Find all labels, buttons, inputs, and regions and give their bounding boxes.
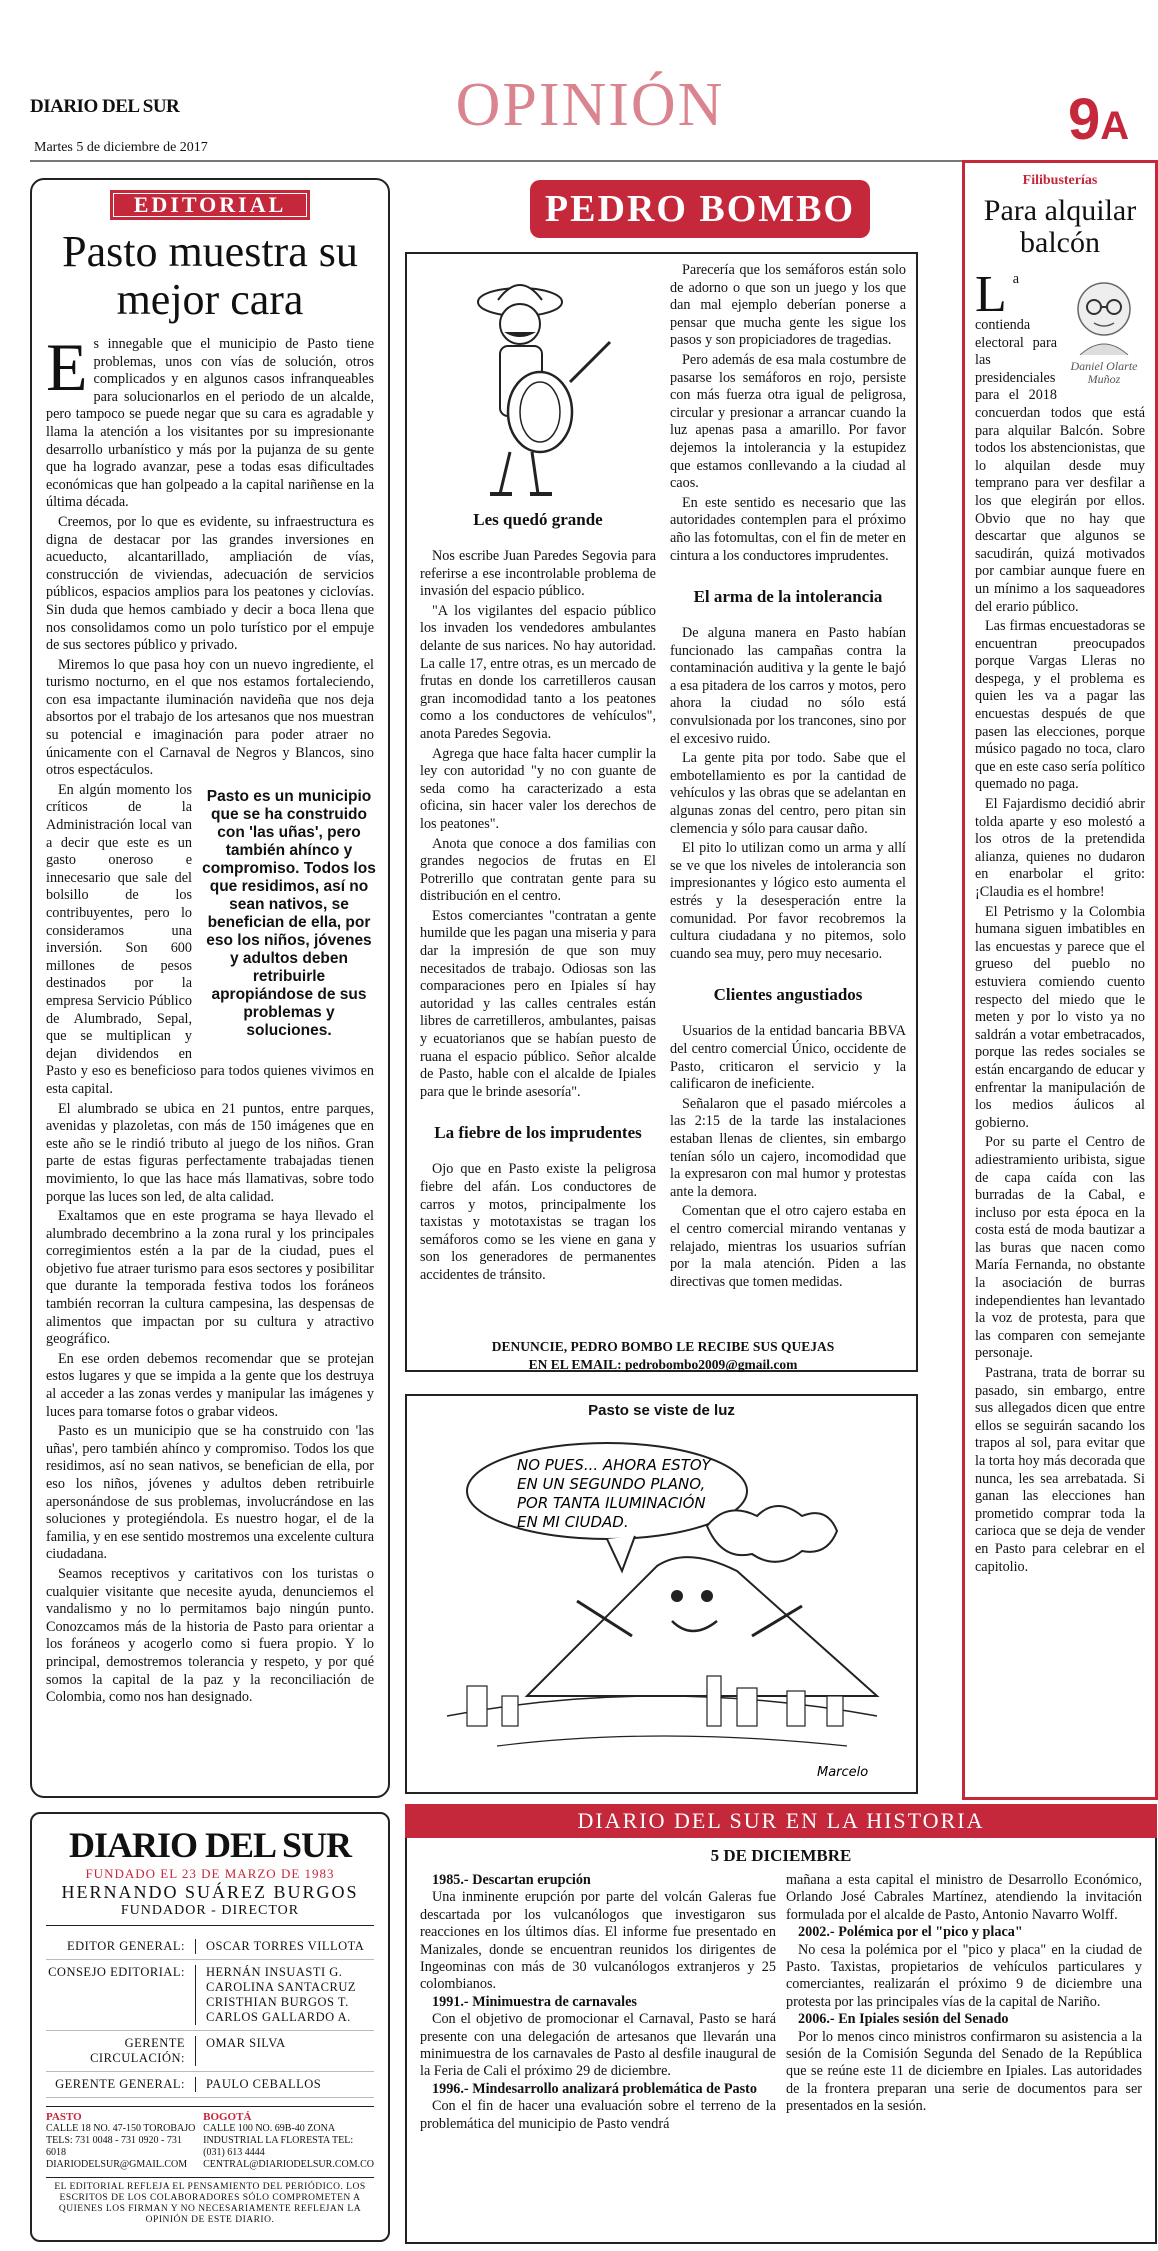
pedro-bombo-footer <box>420 1338 906 1374</box>
author-name: Daniel Olarte Muñoz <box>1070 359 1138 386</box>
speech-line: POR TANTA ILUMINACIÓN <box>517 1494 706 1512</box>
staff-names: OMAR SILVA <box>206 2036 286 2050</box>
column-text: a contienda electoral para las presidenciales para el 2018 concuerdan todos que está para alquilar Balcón. Sobre todos los abstencionistas, que lo alquilan desde muy temprano para ver desfilar a los que elegirán por ellos. Obvio que no hay que descartar que algunos se sacudirán, quizá motivados por cambiar aunque fuere en un mínimo a los saqueadores del erario público. <box>975 271 1145 615</box>
staff-role: GERENTE CIRCULACIÓN: <box>46 2036 196 2066</box>
staff-names: PAULO CEBALLOS <box>206 2077 322 2091</box>
editorial-paragraph: En ese orden debemos recomendar que se protejan estos lugares y que se impida a la gente que los destruya al acceder a las zonas verdes y manipular las imágenes y luces para tomarse fotos o grabar videos. <box>46 1350 374 1420</box>
cartoon-box <box>405 1394 918 1794</box>
page-number <box>1068 86 1129 153</box>
history-heading: 2002.- Polémica por el "pico y placa" <box>798 1924 1023 1941</box>
office-details: CALLE 100 NO. 69B-40 ZONA INDUSTRIAL LA FLORESTA TEL: (031) 613 4444 CENTRAL@DIARIODELSUR.COM.CO <box>203 2123 374 2170</box>
cartoon-illustration <box>407 1396 916 1792</box>
column-paragraph: El Fajardismo decidió abrir tolda aparte y eso molestó a los otros de la pretendida alianza, quienes no dudaron en enarbolar el grito: ¡Claudia es el hombre! <box>975 796 1145 900</box>
drummer-illustration <box>420 262 650 502</box>
column-kicker: Filibusterías <box>1022 173 1098 188</box>
item-paragraph: La gente pita por todo. Sabe que el embotellamiento es por la cantidad de vehículos y las obras que se adelantan en algunas zonas del centro, pero pitan sin clemencia y sólo para causar daño. <box>670 750 906 837</box>
office-bogota <box>203 2111 374 2171</box>
item-paragraph: Pero además de esa mala costumbre de pasarse los semáforos en rojo, persiste con más fuerza otra igual de peligrosa, circular y presionar a arrancar cuando la luz apenas pasa a amarillo. Por favor dejemos la intolerancia y la estupidez que estamos conllevando a la ciudad al caos. <box>670 351 906 492</box>
editorial-text: s innegable que el municipio de Pasto tiene problemas, unos con vías de solución, otros complicados y en algunos casos infranqueables para solucionarlos en el periodo de un alcalde, pero tampoco se puede negar que su cara es agradable y llama la atención a los visitantes por su impresionante desarrollo urbanístico y más por la pujanza de su gente que ha logrado avanzar, pese a todas esas dificultades económicas que han golpeado a la capital nariñense en la última década. <box>46 336 374 511</box>
item-paragraph: Comentan que el otro cajero estaba en el centro comercial mirando ventanas y relajado, mientras los usuarios sufrían por la mala atención. Piden a las directivas que tomen medidas. <box>670 1203 906 1290</box>
item-paragraph: Señalaron que el pasado miércoles a las 2:15 de la tarde las instalaciones estaban llenas de clientes, sin embargo tenían sólo un cajero, incomodidad que la expresaron con mal humor y protestas ante la demora. <box>670 1095 906 1200</box>
item-paragraph: Agrega que hace falta hacer cumplir la ley con autoridad "y no con guante de seda como ha caracterizado a esta oficina, sin hacer valer los derechos de los peatones". <box>420 745 656 832</box>
offices <box>46 2106 374 2171</box>
office-city: PASTO <box>46 2111 82 2123</box>
speech-line: EN MI CIUDAD. <box>517 1513 629 1531</box>
history-heading: 2006.- En Ipiales sesión del Senado <box>798 2011 1009 2028</box>
staff-role: GERENTE GENERAL: <box>46 2077 196 2092</box>
cartoon-title: Pasto se viste de luz <box>588 1402 735 1419</box>
item-paragraph: Estos comerciantes "contratan a gente humilde que les pagan una miseria y para dar la impresión de que son muy necesitados de trabajo. Odiosas son las comparaciones pero en Ipiales sí hay autoridad y las calles centrales están libres de carretilleros, ambulantes, paisas y ecuatorianos que se habían puesto de ruana el espacio público. Señor alcalde de Pasto, hable con el alcalde de Ipiales para que le brinde asesoría". <box>420 907 656 1100</box>
office-city: BOGOTÁ <box>203 2111 252 2123</box>
item-paragraph: Usuarios de la entidad bancaria BBVA del centro comercial Único, occidente de Pasto, criticaron el servicio y la calificaron de ineficiente. <box>670 1023 906 1093</box>
item-paragraph: Anota que conoce a dos familias con grandes negocios de frutas en El Potrerillo que contratan gente para su distribución en el centro. <box>420 835 656 905</box>
history-heading: 1991.- Minimuestra de carnavales <box>432 1993 637 2010</box>
editorial-paragraph: El alumbrado se ubica en 21 puntos, entre parques, avenidas y plazoletas, con más de 150 imágenes que en este año se le rindió tributo al juego de los niños. Gran parte de estas figuras perfectamente trabajadas tienen movimiento, lo que las hace más llamativas, sobre todo porque las luces son led, de alta calidad. <box>46 1100 374 1205</box>
history-text: Por lo menos cinco ministros confirmaron su asistencia a la sesión de la Comisión Segunda del Senado de la República que se reúne este 11 de diciembre en Ipiales. Las autoridades de la frontera preparan una serie de documentos para ser presentados en la sesión. <box>786 2028 1142 2115</box>
page-number-digit: 9 <box>1068 87 1101 152</box>
item-paragraph: De alguna manera en Pasto habían funcionado las campañas contra la contaminación auditiva y la gente le bajó a esa pitadera de los carros y motos, pero ahora la ciudad no sólo está convulsionada por los trancones, sino por el excesivo ruido. <box>670 625 906 747</box>
author-photo <box>1063 271 1145 389</box>
complaints-line: DENUNCIE, PEDRO BOMBO LE RECIBE SUS QUEJAS <box>491 1339 835 1354</box>
speech-line: EN UN SEGUNDO PLANO, <box>517 1475 706 1493</box>
history-banner: DIARIO DEL SUR EN LA HISTORIA <box>405 1804 1157 1838</box>
item-heading: Clientes angustiados <box>713 985 863 1005</box>
item-heading: La fiebre de los imprudentes <box>434 1123 642 1143</box>
founder-name: HERNANDO SUÁREZ BURGOS <box>61 1882 359 1902</box>
pedro-bombo-column-right <box>670 262 906 1293</box>
column-title: Para alquilar balcón <box>983 194 1137 259</box>
staff-row <box>46 1960 374 2031</box>
column-paragraph: Pastrana, trata de borrar su pasado, sin embargo, entre sus allegados dicen que entre ellos se seguirán sacando los trapos al sol, para evitar que la torta hoy más decorada que nunca, les sea arrebatada. Si ganan las elecciones han prometido comprar toda la carioca que se deja de vender en Pasto para celebrar en el capitolio. <box>975 1365 1145 1575</box>
history-heading: 1985.- Descartan erupción <box>432 1872 591 1888</box>
editorial-paragraph: Exaltamos que en este programa se haya llevado el alumbrado decembrino a la zona rural y los principales corregimientos estén a la par de la ciudad, pues el objetivo fue atraer turismo para esos sectores y posibilitar que durante la temporada festiva todos los foráneos también recorran la cultura campesina, las despensas de alimentos que impactan por su cultura y atractivo geográfico. <box>46 1208 374 1348</box>
section-title: OPINIÓN <box>455 71 725 139</box>
masthead-box <box>30 1812 390 2242</box>
staff-role: EDITOR GENERAL: <box>46 1939 196 1954</box>
disclaimer: EL EDITORIAL REFLEJA EL PENSAMIENTO DEL PERIÓDICO. LOS ESCRITOS DE LOS COLABORADORES SÓLO COMPROMETEN A QUIENES LOS FIRMAN Y NO NECESARIAMENTE REFLEJAN LA OPINIÓN DE ESTE DIARIO. <box>46 2177 374 2226</box>
founder-role: FUNDADOR - DIRECTOR <box>46 1903 374 1926</box>
email-line: EN EL EMAIL: pedrobombo2009@gmail.com <box>528 1357 798 1372</box>
pedro-bombo-banner: PEDRO BOMBO <box>530 180 870 238</box>
office-details: CALLE 18 NO. 47-150 TOROBAJO TELS: 731 0048 - 731 0920 - 731 6018 DIARIODELSUR@GMAIL.COM <box>46 2123 196 2170</box>
staff-row <box>46 2031 374 2072</box>
history-text: Con el fin de hacer una evaluación sobre el terreno de la problemática del municipio de Pasto vendrá <box>420 2098 776 2132</box>
editorial-body <box>46 329 376 1707</box>
speech-line: NO PUES... AHORA ESTOY <box>517 1456 711 1474</box>
founded-date: FUNDADO EL 23 DE MARZO DE 1983 <box>85 1866 335 1881</box>
pull-quote: Pasto es un municipio que se ha construido con 'las uñas', pero también ahínco y compromiso. Todos los que residimos, así no sean nativos, se benefician de ella, por eso los niños, jóvenes y adultos deben retribuirle apropiándose de sus problemas y soluciones. <box>202 787 376 1039</box>
item-paragraph: "A los vigilantes del espacio público los invaden los vendedores ambulantes delante de sus narices. No hay autoridad. La calle 17, entre otras, es un mercado de frutas en donde los carretilleros causan gran incomodidad tanto a los peatones como a los conductores de vehículos", anota Paredes Segovia. <box>420 602 656 742</box>
history-text: mañana a esta capital el ministro de Desarrollo Económico, Orlando José Cabrales Martínez, atendiendo la invitación formulada por el alcalde de Pasto, Antonio Navarro Wolff. <box>786 1872 1142 1923</box>
item-paragraph: Ojo que en Pasto existe la peligrosa fiebre del afán. Los conductores de carros y motos, principalmente los taxistas y mototaxistas se tragan los semáforos como se les viene en gana y son los generadores de permanentes accidentes de tránsito. <box>420 1161 656 1283</box>
author-portrait-icon <box>1066 271 1142 355</box>
history-column-right <box>786 1872 1142 2116</box>
history-column-left <box>420 1872 776 2133</box>
pedro-bombo-column-left <box>420 510 656 1287</box>
history-text: Con el objetivo de promocionar el Carnaval, Pasto se hará presente con una delegación de artesanos que llevarán una minimuestra de los carnavales de Pasto al desfile inaugural de la Feria de Cali el próximo 29 de diciembre. <box>420 2011 776 2080</box>
newspaper-logo: DIARIO DEL SUR <box>30 96 180 117</box>
edition-date: Martes 5 de diciembre de 2017 <box>34 140 208 155</box>
editorial-title: Pasto muestra su mejor cara <box>62 227 358 324</box>
item-paragraph: Nos escribe Juan Paredes Segovia para referirse a ese incontrolable problema de invasión del espacio público. <box>420 548 656 600</box>
office-pasto <box>46 2111 203 2171</box>
item-paragraph: El pito lo utilizan como un arma y allí se ve que los niveles de intolerancia son impresionantes y lógico esto aumenta el estrés y la desesperación entre la comunidad. Por favor recobremos la cultura ciudadana y no pitemos, solo cuando sea muy, pero muy necesario. <box>670 840 906 962</box>
staff-names: HERNÁN INSUASTI G. CAROLINA SANTACRUZ CRISTHIAN BURGOS T. CARLOS GALLARDO A. <box>206 1965 357 2024</box>
editorial-paragraph <box>46 329 374 512</box>
item-heading: El arma de la intolerancia <box>693 587 883 607</box>
staff-role: CONSEJO EDITORIAL: <box>46 1965 196 2025</box>
item-heading: Les quedó grande <box>473 510 603 529</box>
staff-row <box>46 2072 374 2098</box>
cartoonist-signature: Marcelo <box>817 1765 869 1780</box>
staff-names: OSCAR TORRES VILLOTA <box>206 1939 365 1953</box>
editorial-paragraph: Creemos, por lo que es evidente, su infraestructura es digna de destacar por las grandes inversiones en acueducto, alcantarillado, ampliación de vías, construcción de viviendas, adecuación de servicios públicos, espacios amplios para los peatones y ciclovías. Sin duda que hemos cambiado y decir a boca llena que nos consolidamos como un polo turístico por el empuje de sus sectores público y privado. <box>46 513 374 654</box>
dropcap: L <box>975 266 1007 323</box>
history-text: Una inminente erupción por parte del volcán Galeras fue descartada por los vulcanólogos que investigaron sus reacciones en los últimos días. El informe fue presentado en Manizales, donde se encuentran reunidos los dirigentes de Ingeominas con más de 30 vulcanólogos extranjeros y 25 colombianos. <box>420 1889 776 1993</box>
history-text: No cesa la polémica por el "pico y placa" en la ciudad de Pasto. Taxistas, propietarios de vehículos particulares y comerciantes, realizarán el próximo 9 de diciembre una protesta por las principales vías de la capital de Nariño. <box>786 1941 1142 2010</box>
editorial-kicker: EDITORIAL <box>110 190 310 220</box>
drummer-icon <box>420 262 650 502</box>
item-paragraph: Parecería que los semáforos están solo de adorno o que son un juego y los que dan mal ejemplo deberían ponerse a pensar que mucha gente les sigue los pasos y son propiciadores de tragedias. <box>670 262 906 349</box>
history-heading: 1996.- Mindesarrollo analizará problemática de Pasto <box>432 2080 757 2097</box>
editorial-column <box>30 178 390 1798</box>
column-paragraph: Las firmas encuestadoras se encuentran preocupados porque Vargas Lleras no despega, y el problema es quien les va a pagar las encuestas después de que pasen las elecciones, porque músico pagado no toca, claro que en este caso sería político quemado no paga. <box>975 618 1145 793</box>
filibusterias-column <box>962 160 1158 1800</box>
column-paragraph: El Petrismo y la Colombia humana siguen imbatibles en las encuestas y parece que el grueso del pueblo no estuviera comiendo cuento respecto del miedo que le meten y por lo visto ya no saldrán a votar embetracados, porque las redes sociales se están encargando de educar y enfrentar la manipulación de los medios áulicos al gobierno. <box>975 903 1145 1131</box>
editorial-paragraph: Seamos receptivos y caritativos con los turistas o cualquier visitante que necesite ayuda, denunciemos el vandalismo y no lo permitamos bajo ningún punto. Conozcamos más de la historia de Pasto para orientar a los foráneos y acogerlo como si fuera propio. Y lo principal, demostremos tolerancia y respeto, y por qué somos la capital de la paz y la reconciliación de Colombia, como nos han designado. <box>46 1565 374 1706</box>
page-number-suffix: A <box>1100 104 1130 148</box>
editorial-paragraph: Pasto es un municipio que se ha construido con 'las uñas', pero también ahínco y compromiso. Todos los que residimos, así no sean nativos, se benefician de ella, por eso los niños, jóvenes y adultos deben retribuirle apersonándose de sus problemas, involucrándose en las soluciones y protegiéndola. Es nuestro hogar, el de la familia, y en ese sentido mostremos una excelente cultura ciudadana. <box>46 1423 374 1563</box>
masthead-logo: DIARIO DEL SUR <box>68 1825 352 1865</box>
editorial-paragraph: En algún momento los críticos de la Administración local van a decir que este es un gasto oneroso e innecesario que sale del bolsillo de los contribuyentes, pero lo consideramos una inversión. Son 600 millones de pesos destinados por la empresa Servicio Público de Alumbrado, Sepal, que se multiplican y dejan dividendos en Pasto y eso es beneficioso para todos quienes vivimos en esta capital. <box>46 781 374 1097</box>
column-body <box>975 266 1145 1576</box>
column-paragraph: Por su parte el Centro de adiestramiento uribista, sigue de capa caída con las burradas de la Cabal, e incluso por esta época en la costa está de moda bautizar a las buras que nacen como María Fernanda, no obstante la asociación de burras independientes han levantado la voz de protesta, para que las comparen con semejante personaje. <box>975 1134 1145 1362</box>
editorial-paragraph: Miremos lo que pasa hoy con un nuevo ingrediente, el turismo nocturno, en el que nos estamos fortaleciendo, con esa impactante iluminación navideña que nos deja absortos por el trabajo de los artesanos que nos muestran su potencial e imaginación para poder atraer no únicamente con el Carnaval de Negros y Blancos, sino otros espectáculos. <box>46 656 374 779</box>
staff-row <box>46 1934 374 1960</box>
item-paragraph: En este sentido es necesario que las autoridades contemplen para el próximo año las fotomultas, con el fin de meter en cintura a los conductores imprudentes. <box>670 494 906 564</box>
dropcap: E <box>46 329 88 405</box>
history-date: 5 DE DICIEMBRE <box>710 1846 852 1865</box>
